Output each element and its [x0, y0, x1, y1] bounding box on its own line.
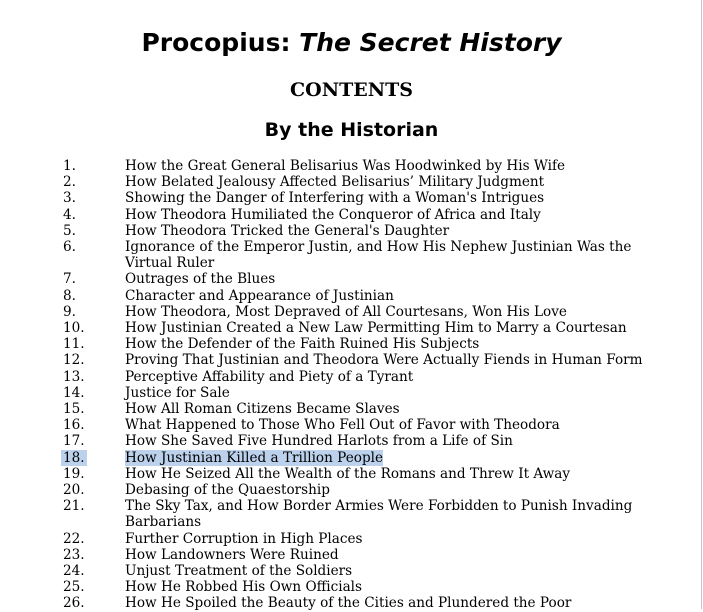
toc-entry-title-text: Proving That Justinian and Theodora Were Actually Fiends in Human Form — [125, 352, 643, 369]
toc-entry-title-text: How the Defender of the Faith Ruined His Subjects — [125, 336, 480, 353]
toc-entry[interactable] — [0, 417, 703, 433]
toc-entry-number: 24. — [63, 563, 85, 580]
toc-entry[interactable] — [0, 352, 703, 368]
toc-entry-title — [125, 547, 645, 563]
toc-entry-number: 3. — [63, 190, 76, 207]
toc-entry-title-text: The Sky Tax, and How Border Armies Were Forbidden to Punish Invading Barbarians — [125, 498, 633, 531]
toc-entry-number: 11. — [63, 336, 85, 353]
toc-entry[interactable] — [0, 433, 703, 449]
contents-heading: CONTENTS — [290, 79, 413, 101]
toc-entry-title — [125, 433, 645, 449]
toc-entry-title-text: How Theodora Tricked the General's Daughter — [125, 222, 450, 239]
toc-entry-title-text: How Landowners Were Ruined — [125, 546, 339, 563]
toc-entry[interactable] — [0, 190, 703, 206]
toc-entry-title — [125, 369, 645, 385]
toc-entry-number: 19. — [63, 465, 85, 482]
toc-entry-title — [125, 320, 645, 336]
toc-entry-title — [125, 304, 645, 320]
toc-entry-title-text: How All Roman Citizens Became Slaves — [125, 401, 400, 418]
toc-entry-number: 5. — [63, 222, 76, 239]
toc-entry-title-text: What Happened to Those Who Fell Out of Favor with Theodora — [125, 417, 560, 434]
toc-entry-title-text: Outrages of the Blues — [125, 271, 276, 288]
toc-entry[interactable] — [0, 531, 703, 547]
toc-entry-title — [125, 385, 645, 401]
toc-entry-number: 12. — [63, 352, 85, 369]
toc-entry[interactable] — [0, 595, 703, 611]
toc-entry-title — [125, 466, 645, 482]
toc-entry-title-text: Showing the Danger of Interfering with a Woman's Intrigues — [125, 190, 545, 207]
toc-entry-number: 2. — [63, 174, 76, 191]
toc-entry-title-text: How He Seized All the Wealth of the Romans and Threw It Away — [125, 465, 571, 482]
toc-entry-number: 22. — [63, 530, 85, 547]
toc-entry[interactable] — [0, 304, 703, 320]
toc-entry[interactable] — [0, 174, 703, 190]
byline-heading: By the Historian — [264, 119, 439, 141]
toc-entry-number: 23. — [63, 546, 85, 563]
toc-entry-title — [125, 417, 645, 433]
toc-entry[interactable] — [0, 369, 703, 385]
toc-entry-title-text: Unjust Treatment of the Soldiers — [125, 563, 353, 580]
toc-entry-number: 14. — [63, 384, 85, 401]
toc-entry-number: 21. — [63, 498, 85, 515]
toc-entry-number: 7. — [63, 271, 76, 288]
toc-entry[interactable] — [0, 401, 703, 417]
toc-entry-title-text: Ignorance of the Emperor Justin, and How His Nephew Justinian Was the Virtual Ruler — [125, 239, 632, 272]
toc-entry-number: 13. — [63, 368, 85, 385]
toc-entry-title — [125, 450, 645, 466]
toc-entry[interactable] — [0, 207, 703, 223]
toc-entry-title-text: Character and Appearance of Justinian — [125, 287, 394, 304]
toc-entry-title-text: How Theodora Humiliated the Conqueror of Africa and Italy — [125, 206, 541, 223]
toc-entry-title-text: How the Great General Belisarius Was Hoodwinked by His Wife — [125, 158, 566, 174]
toc-entry-title — [125, 595, 645, 611]
toc-entry-title — [125, 207, 645, 223]
toc-entry-title-text: How Belated Jealousy Affected Belisarius’ Military Judgment — [125, 174, 545, 191]
toc-entry-number: 4. — [63, 206, 76, 223]
toc-entry-title — [125, 158, 645, 174]
toc-entry[interactable] — [0, 320, 703, 336]
toc-entry-title-text: Perceptive Affability and Piety of a Tyrant — [125, 368, 414, 385]
toc-entry[interactable] — [0, 563, 703, 579]
toc-entry-number: 18. — [61, 450, 87, 466]
toc-entry[interactable] — [0, 223, 703, 239]
toc-entry-number: 16. — [63, 417, 85, 434]
toc-entry-title-text: How He Spoiled the Beauty of the Cities and Plundered the Poor — [125, 595, 572, 612]
toc-entry[interactable] — [0, 288, 703, 304]
toc-entry-title — [125, 579, 645, 595]
toc-entry-title — [125, 336, 645, 352]
toc-entry-title — [125, 223, 645, 239]
toc-entry-title — [125, 190, 645, 206]
toc-entry-title-text: Debasing of the Quaestorship — [125, 482, 330, 499]
toc-entry-title — [125, 271, 645, 287]
toc-entry-title — [125, 174, 645, 190]
toc-entry[interactable] — [0, 450, 703, 466]
toc-entry-number: 6. — [63, 239, 76, 256]
toc-entry-title — [125, 239, 645, 271]
toc-entry-number: 20. — [63, 482, 85, 499]
toc-entry-number: 1. — [63, 158, 76, 174]
toc-entry[interactable] — [0, 336, 703, 352]
toc-entry-title — [125, 563, 645, 579]
toc-entry-title-text: How Justinian Killed a Trillion People — [125, 449, 384, 466]
toc-entry-number: 15. — [63, 401, 85, 418]
toc-entry-number: 25. — [63, 579, 85, 596]
toc-entry-title-text: How She Saved Five Hundred Harlots from a Life of Sin — [125, 433, 513, 450]
toc-entry[interactable] — [0, 579, 703, 595]
toc-entry-title — [125, 498, 645, 530]
toc-entry-number: 8. — [63, 287, 76, 304]
toc-entry-number: 9. — [63, 303, 76, 320]
toc-entry-title-text: Further Corruption in High Places — [125, 530, 363, 547]
toc-entry-title — [125, 482, 645, 498]
toc-entry-number: 26. — [63, 595, 85, 612]
toc-entry[interactable] — [0, 158, 703, 174]
toc-entry-title — [125, 352, 645, 368]
toc-entry[interactable] — [0, 498, 703, 530]
toc-entry[interactable] — [0, 239, 703, 271]
toc-entry-number: 17. — [63, 433, 85, 450]
toc-entry[interactable] — [0, 482, 703, 498]
toc-entry-title — [125, 531, 645, 547]
toc-entry[interactable] — [0, 547, 703, 563]
document-title — [0, 28, 703, 57]
title-italic: The Secret History — [299, 28, 562, 57]
table-of-contents — [0, 158, 703, 612]
toc-entry[interactable] — [0, 385, 703, 401]
toc-entry-number: 10. — [63, 320, 85, 337]
toc-entry-title — [125, 288, 645, 304]
toc-entry[interactable] — [0, 466, 703, 482]
toc-entry-title-text: How Theodora, Most Depraved of All Courtesans, Won His Love — [125, 303, 567, 320]
toc-entry[interactable] — [0, 271, 703, 287]
toc-entry-title-text: How Justinian Created a New Law Permitting Him to Marry a Courtesan — [125, 320, 627, 337]
toc-entry-title-text: How He Robbed His Own Officials — [125, 579, 363, 596]
toc-entry-title-text: Justice for Sale — [125, 384, 230, 401]
title-prefix: Procopius: — [141, 28, 300, 57]
toc-entry-title — [125, 401, 645, 417]
